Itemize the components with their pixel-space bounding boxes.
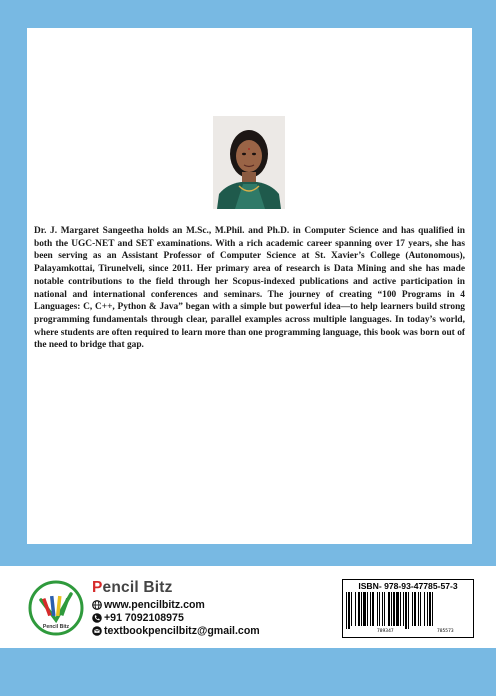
barcode-bar xyxy=(358,592,360,626)
barcode-bar xyxy=(432,592,433,626)
isbn-barcode xyxy=(342,579,474,638)
barcode-bar xyxy=(393,592,395,626)
barcode-bar xyxy=(377,592,378,626)
barcode-bar xyxy=(384,592,385,626)
phone-text[interactable]: +91 7092108975 xyxy=(104,612,184,624)
barcode-bar xyxy=(429,592,431,626)
barcode-bar xyxy=(420,592,421,626)
back-cover-panel xyxy=(27,28,472,544)
barcode-bar xyxy=(379,592,380,626)
publisher-name xyxy=(92,579,173,597)
barcode-bar xyxy=(351,592,352,626)
barcode-bar xyxy=(403,592,404,626)
barcode-bar xyxy=(427,592,428,626)
barcode-bar xyxy=(418,592,419,626)
author-photo xyxy=(213,116,285,209)
barcode-bar xyxy=(396,592,399,626)
barcode-bar xyxy=(412,592,413,626)
publisher-footer xyxy=(0,566,496,648)
barcode-bar xyxy=(348,592,350,629)
barcode-bar xyxy=(424,592,425,626)
barcode-bar xyxy=(361,592,362,626)
barcode-bar xyxy=(363,592,366,626)
mail-icon xyxy=(92,626,102,636)
barcode-bars xyxy=(346,592,470,629)
email-line[interactable] xyxy=(92,625,260,637)
phone-line[interactable] xyxy=(92,612,184,624)
globe-icon xyxy=(92,600,102,610)
barcode-bar xyxy=(414,592,416,626)
barcode-bar xyxy=(391,592,392,626)
barcode-bar xyxy=(346,592,347,629)
publisher-logo xyxy=(28,580,84,636)
barcode-bar xyxy=(367,592,368,626)
email-text[interactable]: textbookpencilbitz@gmail.com xyxy=(104,625,260,637)
barcode-bar xyxy=(405,592,407,629)
logo-wordmark: Pencil Bitz xyxy=(42,624,70,630)
publisher-name-rest: encil Bitz xyxy=(102,579,173,596)
barcode-digits-left: 789347 xyxy=(377,629,394,634)
barcode-bar xyxy=(382,592,383,626)
barcode-bar xyxy=(408,592,409,629)
barcode-bar xyxy=(370,592,371,626)
barcode-bar xyxy=(355,592,356,626)
website-line[interactable] xyxy=(92,599,205,611)
phone-icon xyxy=(92,613,102,623)
barcode-digits-right: 785573 xyxy=(437,629,454,634)
barcode-bar xyxy=(388,592,390,626)
publisher-name-initial: P xyxy=(92,579,103,596)
website-text[interactable]: www.pencilbitz.com xyxy=(104,599,205,611)
isbn-label: ISBN- 978-93-47785-57-3 xyxy=(358,581,458,591)
barcode-bar xyxy=(400,592,401,626)
barcode-bar xyxy=(372,592,374,626)
author-biography: Dr. J. Margaret Sangeetha holds an M.Sc., M.Phil. and Ph.D. in Computer Science and has qualified in both the UGC-NET and SET examinations. With a rich academic career spanning over 17 years, she has been serving as an Assistant Professor of Computer Science at St. Xavier’s College (Autonomous), Palayamkottai, Tirunelveli, since 2011. Her primary area of research is Data Mining and she has made notable contributions to the field through her Scopus-indexed publications and active participation in national and international conferences and seminars. The journey of creating “100 Programs in 4 Languages: C, C++, Python & Java” began with a simple but powerful idea—to help learners build strong programming fundamentals through clear, parallel examples across multiple languages. In today’s world, where students are often required to learn more than one programming language, this book was born out of the need to bridge that gap. xyxy=(34,226,465,351)
author-portrait-image xyxy=(213,116,285,209)
